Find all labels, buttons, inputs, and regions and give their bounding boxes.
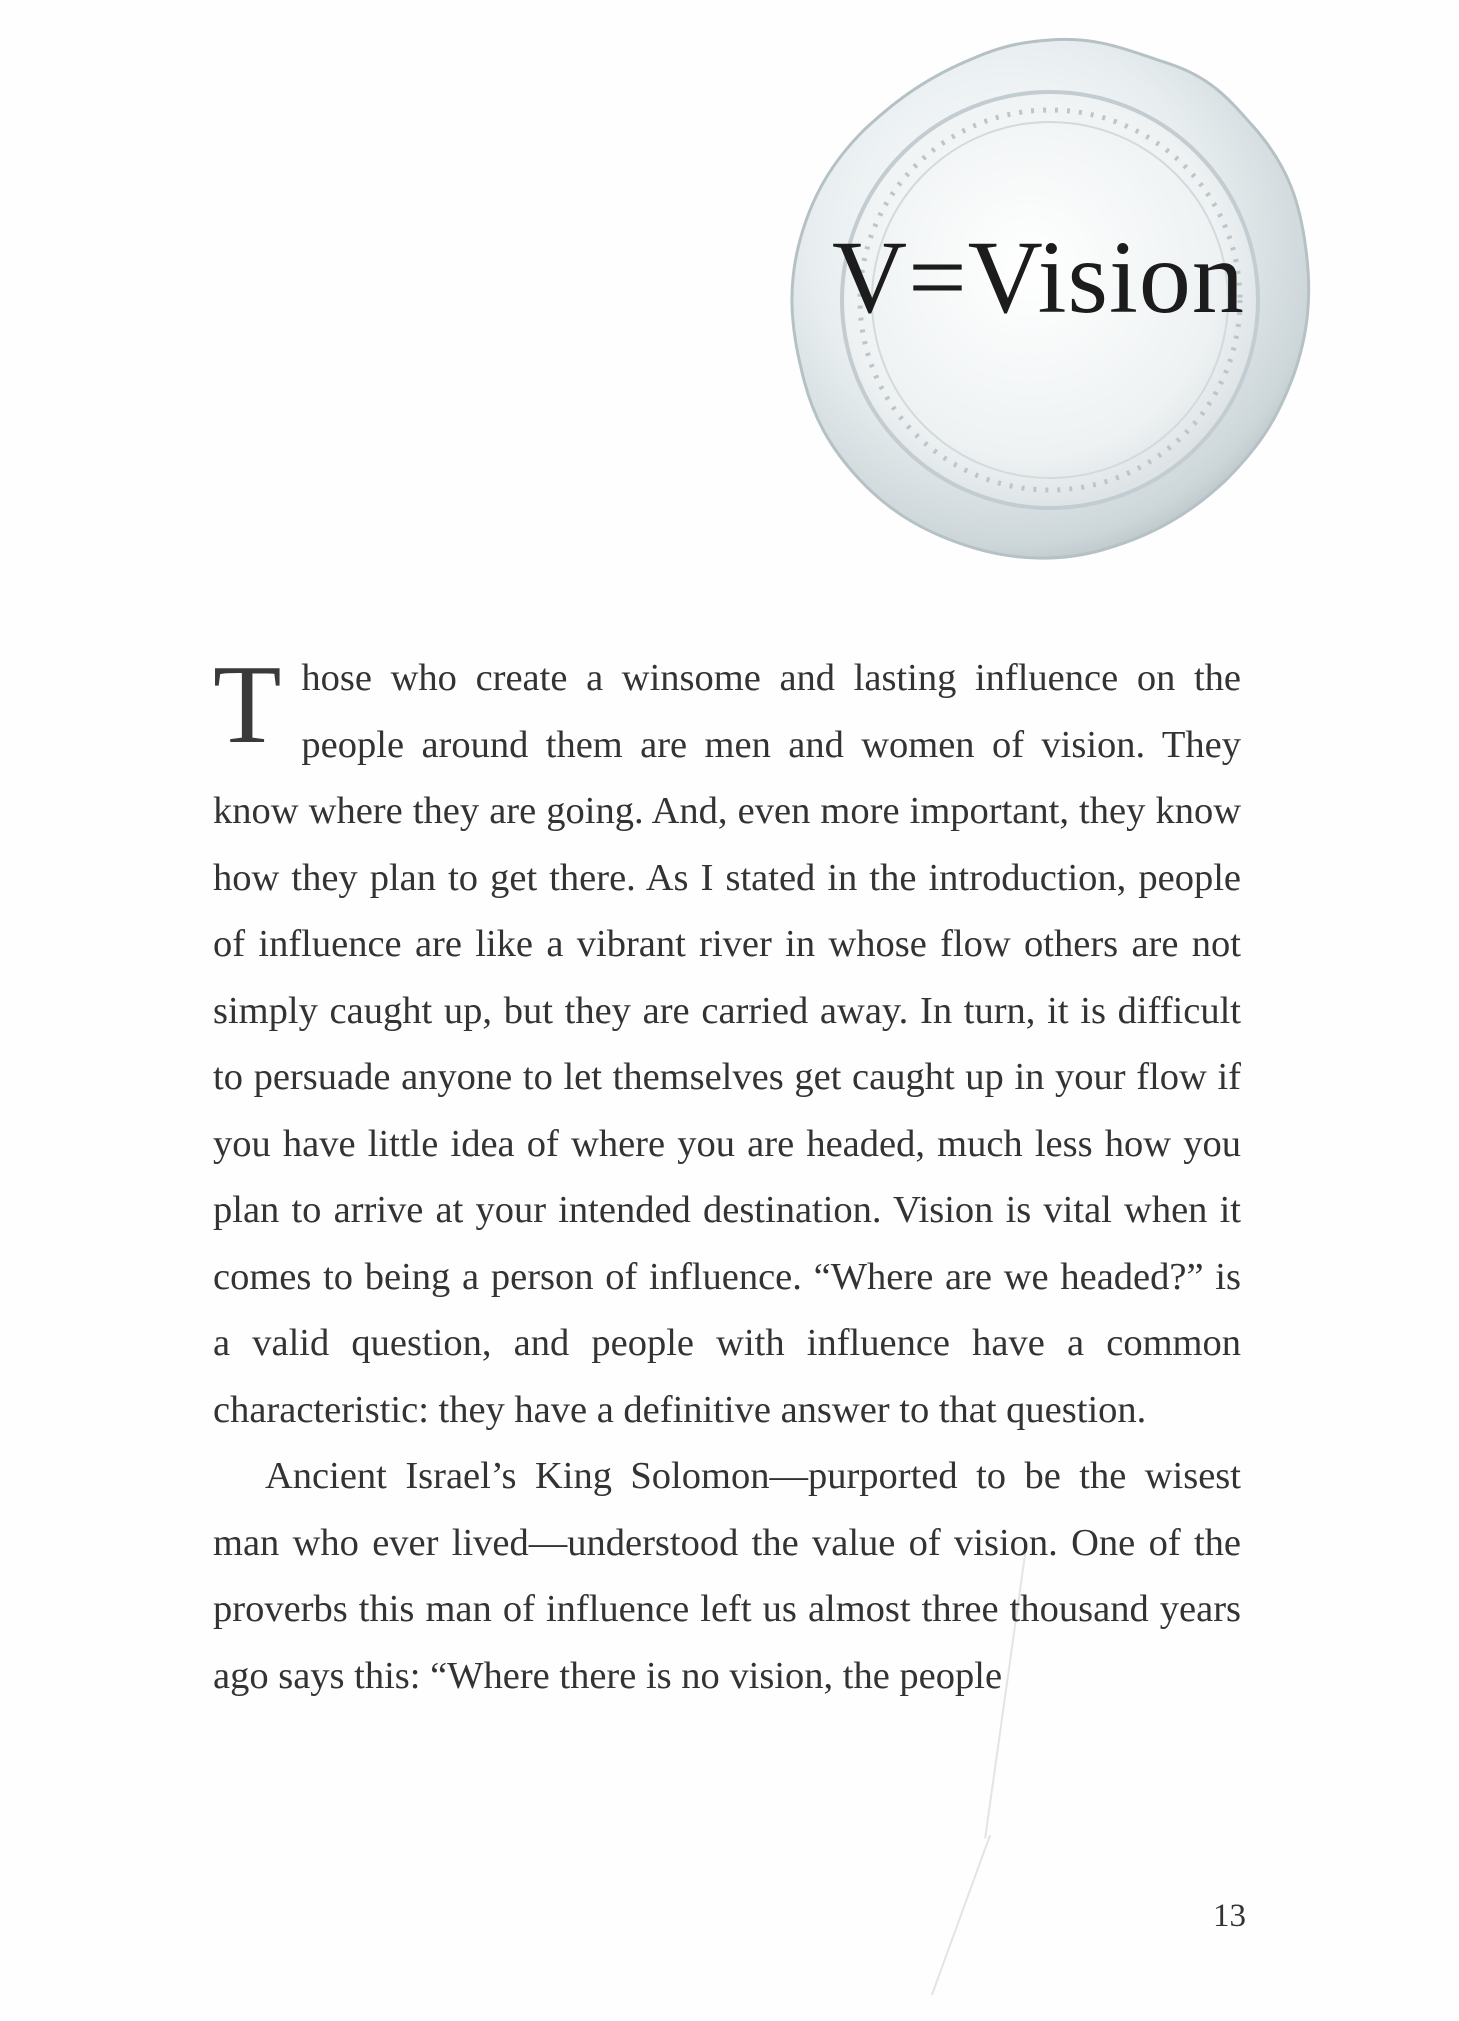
paragraph-solomon: Ancient Israel’s King Solomon—purported to be the wisest man who ever lived—understood the value of vision. One of the proverbs this man of influence left us almost three thousand years ago says this: “Where there is no vision, the people: [213, 1455, 1241, 1697]
paragraph-intro: [213, 645, 1241, 1443]
chapter-title: V=Vision: [832, 220, 1245, 335]
drop-cap: T: [213, 643, 282, 767]
paragraph-intro-text: hose who create a winsome and lasting influence on the people around them are men and women of vision. They know where they are going. And, even more important, they know how they plan to get there. As I stated in the introduction, people of influence are like a vibrant river in whose flow others are not simply caught up, but they are carried away. In turn, it is difficult to persuade anyone to let themselves get caught up in your flow if you have little idea of where you are headed, much less how you plan to arrive at your intended destination. Vision is vital when it comes to being a person of influence. “Where are we headed?” is a valid question, and people with influence have a common characteristic: they have a definitive answer to that question.: [213, 657, 1241, 1431]
scan-artifact-line: [931, 1835, 991, 1995]
body-text: [213, 645, 1241, 1709]
page-number: 13: [1213, 1898, 1246, 1934]
